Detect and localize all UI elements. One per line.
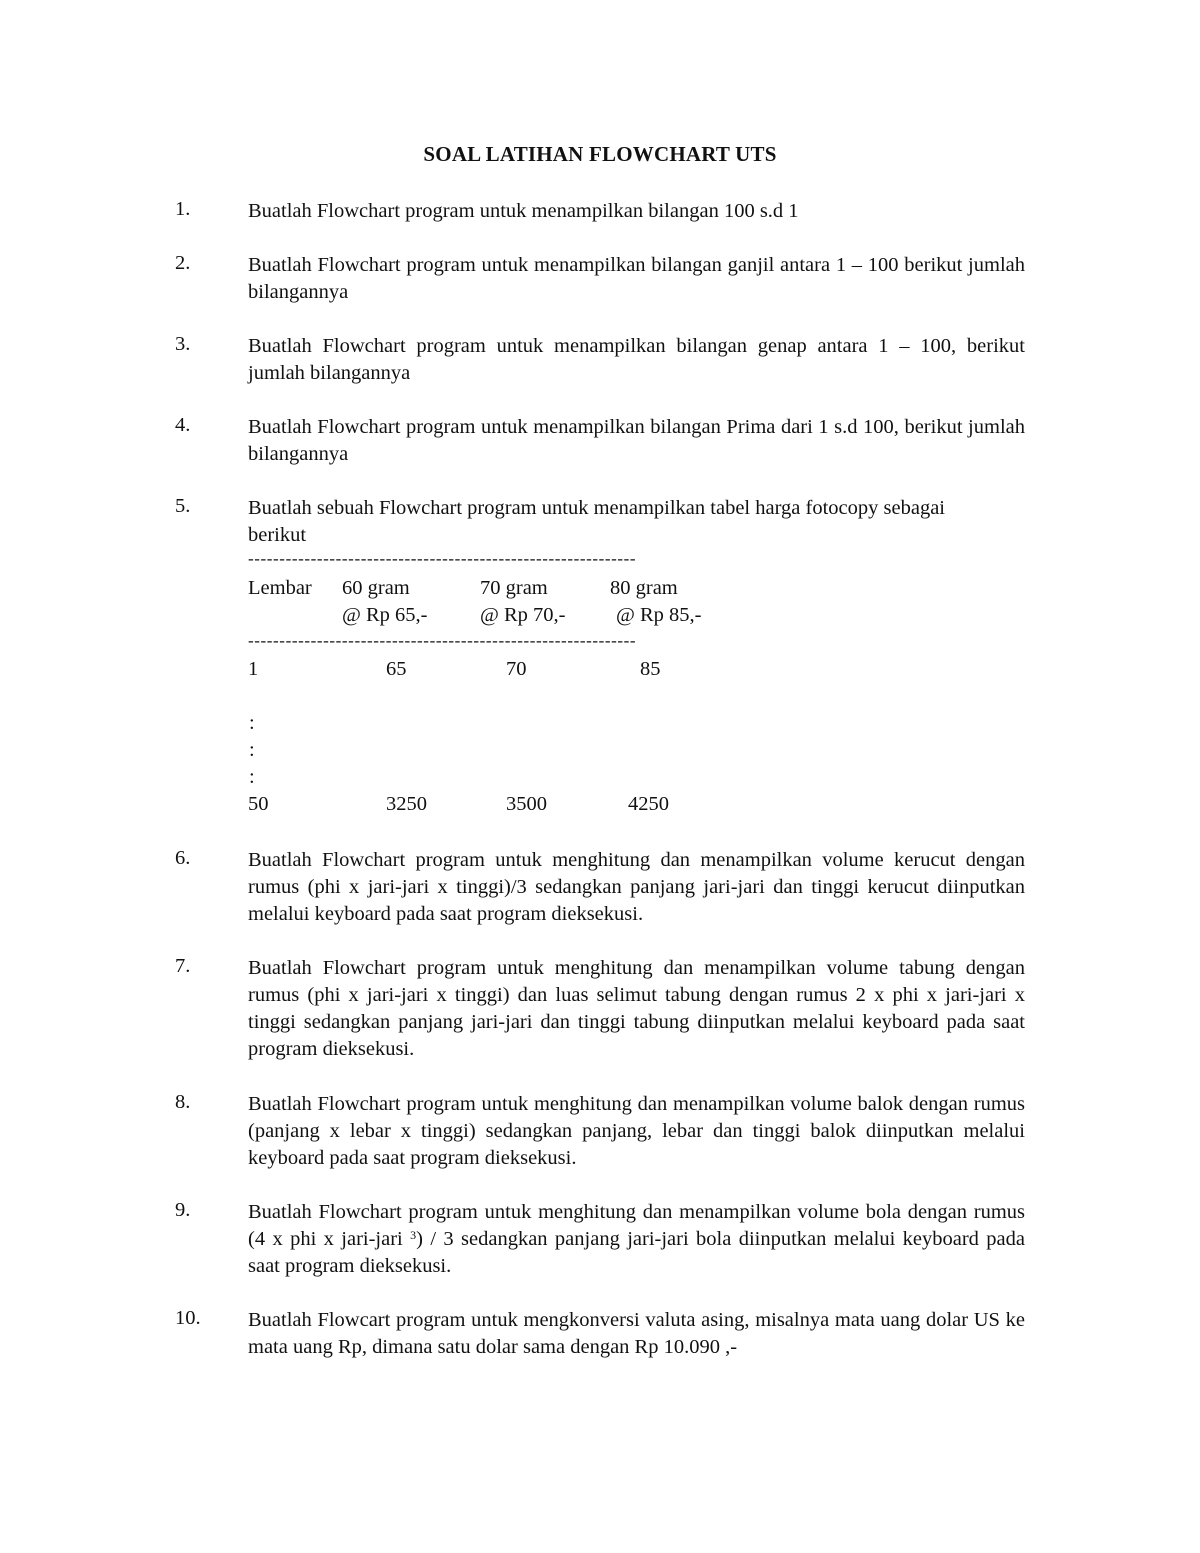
table-ellipsis: :: [249, 712, 255, 734]
question-number: 5.: [175, 495, 191, 517]
question-number: 10.: [175, 1307, 201, 1329]
question-text: Buatlah Flowchart program untuk menghitung dan menampilkan volume kerucut dengan rumus (phi x jari-jari x tinggi)/3 sedangkan panjang jari-jari dan tinggi kerucut diinputkan melalui keyboard pada saat program dieksekusi.: [248, 849, 1025, 925]
question-text-part: Buatlah Flowchart program untuk menghitung dan menampilkan volume bola dengan rumus (4 x phi x jari-jari: [248, 1201, 1025, 1250]
table-ellipsis: :: [249, 766, 255, 788]
price-80-gram: @ Rp 85,-: [616, 604, 702, 626]
question-text: Buatlah Flowchart program untuk menghitung dan menampilkan volume balok dengan rumus (panjang x lebar x tinggi) sedangkan panjang, lebar dan tinggi balok diinputkan melalui keyboard pada saat program dieksekusi.: [248, 1093, 1025, 1169]
table-rule-top: --------------------------------------------------------------: [248, 549, 637, 568]
question-text: Buatlah Flowchart program untuk menampilkan bilangan genap antara 1 – 100, berikut jumlah bilangannya: [248, 335, 1025, 384]
row-last-60: 3250: [386, 793, 427, 815]
question-text-part: ) / 3 sedangkan panjang jari-jari bola diinputkan melalui keyboard pada saat program dieksekusi.: [248, 1228, 1025, 1277]
header-80-gram: 80 gram: [610, 577, 678, 599]
question-number: 2.: [175, 252, 191, 274]
table-rule-bottom: --------------------------------------------------------------: [248, 631, 637, 650]
header-lembar: Lembar: [248, 577, 312, 599]
header-70-gram: 70 gram: [480, 577, 548, 599]
row-last-80: 4250: [628, 793, 669, 815]
superscript: 3: [410, 1228, 417, 1242]
table-ellipsis: :: [249, 739, 255, 761]
row-first-70: 70: [506, 658, 527, 680]
question-number: 3.: [175, 333, 191, 355]
page-title: SOAL LATIHAN FLOWCHART UTS: [423, 142, 777, 166]
row-first-60: 65: [386, 658, 407, 680]
question-text: Buatlah Flowchart program untuk menampilkan bilangan ganjil antara 1 – 100 berikut jumlah bilangannya: [248, 254, 1025, 303]
question-number: 1.: [175, 198, 191, 220]
question-text: Buatlah Flowcart program untuk mengkonversi valuta asing, misalnya mata uang dolar US ke mata uang Rp, dimana satu dolar sama dengan Rp 10.090 ,-: [248, 1309, 1025, 1358]
question-text: Buatlah Flowchart program untuk menghitung dan menampilkan volume tabung dengan rumus (phi x jari-jari x tinggi) dan luas selimut tabung dengan rumus 2 x phi x jari-jari x tinggi sedangkan panjang jari-jari dan tinggi tabung diinputkan melalui keyboard pada saat program dieksekusi.: [248, 957, 1025, 1060]
row-last-70: 3500: [506, 793, 547, 815]
question-text: Buatlah Flowchart program untuk menampilkan bilangan 100 s.d 1: [248, 200, 799, 222]
question-number: 9.: [175, 1199, 191, 1221]
row-first-80: 85: [640, 658, 661, 680]
question-text: [248, 1199, 1025, 1280]
question-number: 4.: [175, 414, 191, 436]
question-text: Buatlah sebuah Flowchart program untuk menampilkan tabel harga fotocopy sebagai berikut: [248, 497, 945, 546]
price-70-gram: @ Rp 70,-: [480, 604, 566, 626]
row-last-lembar: 50: [248, 793, 269, 815]
price-60-gram: @ Rp 65,-: [342, 604, 428, 626]
question-text: Buatlah Flowchart program untuk menampilkan bilangan Prima dari 1 s.d 100, berikut jumlah bilangannya: [248, 416, 1025, 465]
row-first-lembar: 1: [248, 658, 259, 680]
question-number: 6.: [175, 847, 191, 869]
question-number: 8.: [175, 1091, 191, 1113]
header-60-gram: 60 gram: [342, 577, 410, 599]
question-number: 7.: [175, 955, 191, 977]
